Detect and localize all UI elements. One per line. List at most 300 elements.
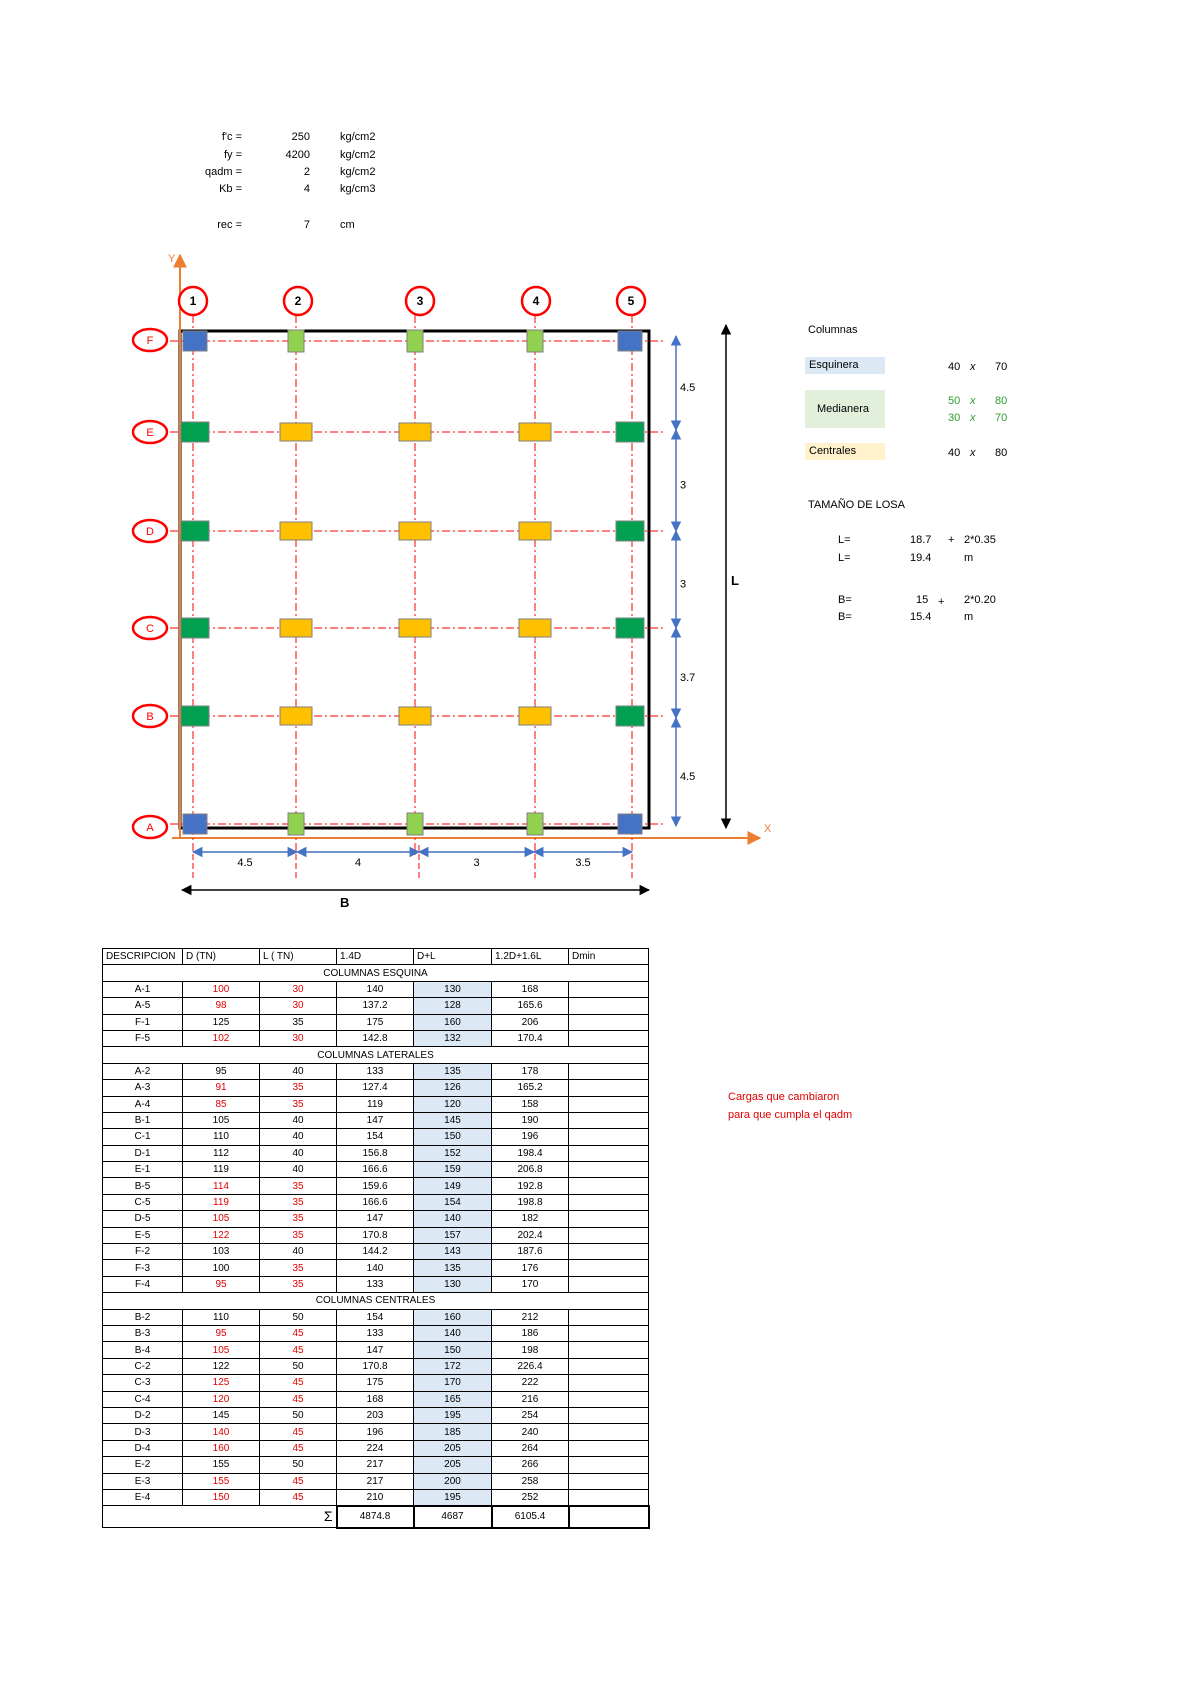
cell-14d: 170.8 <box>337 1227 414 1243</box>
cell-l: 45 <box>260 1424 337 1440</box>
cell-14d: 144.2 <box>337 1244 414 1260</box>
cell-12d16l: 182 <box>492 1211 569 1227</box>
cell-dl: 140 <box>414 1325 492 1341</box>
dim-bottom-label-3: 3.5 <box>575 857 591 869</box>
note-line-2: para que cumpla el qadm <box>728 1109 853 1121</box>
param-rec-unit: cm <box>340 219 355 231</box>
cell-descripcion: A-5 <box>103 998 183 1014</box>
table-row <box>103 1112 649 1128</box>
cell-dl: 185 <box>414 1424 492 1440</box>
cell-dl: 145 <box>414 1112 492 1128</box>
table-row <box>103 1325 649 1341</box>
cell-l: 40 <box>260 1063 337 1079</box>
cell-l: 35 <box>260 1096 337 1112</box>
cell-d: 122 <box>183 1227 260 1243</box>
table-row <box>103 1129 649 1145</box>
table-row <box>103 1178 649 1194</box>
x-axis-label: X <box>764 823 772 835</box>
cell-14d: 156.8 <box>337 1145 414 1161</box>
cell-descripcion: D-2 <box>103 1407 183 1423</box>
cell-l: 35 <box>260 1276 337 1292</box>
cell-dl: 157 <box>414 1227 492 1243</box>
table-row <box>103 1309 649 1325</box>
table-row <box>103 1244 649 1260</box>
cell-descripcion: E-1 <box>103 1162 183 1178</box>
cell-dl: 152 <box>414 1145 492 1161</box>
param-rec-label: rec = <box>217 219 242 231</box>
legend-title: Columnas <box>808 324 858 336</box>
table-row <box>103 1440 649 1456</box>
cell-14d: 203 <box>337 1407 414 1423</box>
cell-dmin <box>569 1112 649 1128</box>
table-row <box>103 1424 649 1440</box>
cell-d: 105 <box>183 1112 260 1128</box>
cell-descripcion: C-4 <box>103 1391 183 1407</box>
section-title: COLUMNAS ESQUINA <box>103 965 649 981</box>
cell-descripcion: B-2 <box>103 1309 183 1325</box>
column-A-5 <box>618 814 642 834</box>
medianera-a1: 50 <box>948 395 961 407</box>
table-header-cell: L ( TN) <box>260 949 337 965</box>
cell-dmin <box>569 1391 649 1407</box>
losa-b1-label: B= <box>838 594 852 606</box>
param-kb-value: 4 <box>303 183 310 195</box>
cell-dmin <box>569 1162 649 1178</box>
column-B-5 <box>616 706 644 726</box>
table-section-row <box>103 1047 649 1063</box>
cell-12d16l: 186 <box>492 1325 569 1341</box>
param-fy-label: fy = <box>223 149 242 161</box>
bubble-col-2-label: 2 <box>294 294 302 308</box>
dim-b-label: B <box>340 895 350 910</box>
sum-12d16l: 6105.4 <box>492 1506 569 1528</box>
cell-l: 40 <box>260 1112 337 1128</box>
cell-d: 110 <box>183 1309 260 1325</box>
losa-title: TAMAÑO DE LOSA <box>808 499 905 511</box>
table-row <box>103 1030 649 1046</box>
cell-14d: 133 <box>337 1063 414 1079</box>
cell-12d16l: 266 <box>492 1457 569 1473</box>
cell-d: 105 <box>183 1342 260 1358</box>
cell-12d16l: 198 <box>492 1342 569 1358</box>
cell-descripcion: F-4 <box>103 1276 183 1292</box>
cell-d: 95 <box>183 1276 260 1292</box>
cell-dl: 195 <box>414 1407 492 1423</box>
cell-14d: 168 <box>337 1391 414 1407</box>
cell-dmin <box>569 1358 649 1374</box>
table-row <box>103 1473 649 1489</box>
cell-l: 50 <box>260 1457 337 1473</box>
cell-d: 145 <box>183 1407 260 1423</box>
cell-descripcion: B-4 <box>103 1342 183 1358</box>
table-row <box>103 1391 649 1407</box>
cell-l: 45 <box>260 1391 337 1407</box>
table-header-row <box>103 949 649 965</box>
cell-l: 35 <box>260 1211 337 1227</box>
table-row <box>103 1375 649 1391</box>
cell-dmin <box>569 1244 649 1260</box>
column-D-1 <box>181 521 209 541</box>
table-row <box>103 1276 649 1292</box>
medianera-b1: 80 <box>995 395 1008 407</box>
cell-dmin <box>569 1129 649 1145</box>
medianera-x2: x <box>970 412 976 424</box>
dim-right-label-2: 3 <box>680 578 687 591</box>
cell-dmin <box>569 1473 649 1489</box>
cell-descripcion: D-3 <box>103 1424 183 1440</box>
medianera-b2: 70 <box>995 412 1008 424</box>
cell-descripcion: A-4 <box>103 1096 183 1112</box>
table-row <box>103 1457 649 1473</box>
losa-b2-label: B= <box>838 611 852 623</box>
table-header-cell: 1.4D <box>337 949 414 965</box>
centrales-b: 80 <box>995 447 1008 459</box>
cell-dl: 130 <box>414 981 492 997</box>
cell-descripcion: B-5 <box>103 1178 183 1194</box>
cell-descripcion: B-1 <box>103 1112 183 1128</box>
cell-d: 105 <box>183 1211 260 1227</box>
legend-centrales: Centrales <box>805 443 885 460</box>
bubble-col-3-label: 3 <box>416 294 424 308</box>
table-row <box>103 1194 649 1210</box>
param-fc-value: 250 <box>291 131 310 143</box>
cell-descripcion: F-3 <box>103 1260 183 1276</box>
column-D-4 <box>519 522 551 540</box>
table-row <box>103 1342 649 1358</box>
cell-dmin <box>569 1145 649 1161</box>
cell-14d: 166.6 <box>337 1194 414 1210</box>
cell-d: 85 <box>183 1096 260 1112</box>
cell-l: 45 <box>260 1325 337 1341</box>
cell-dmin <box>569 981 649 997</box>
cell-dmin <box>569 1260 649 1276</box>
cell-14d: 127.4 <box>337 1080 414 1096</box>
column-B-1 <box>181 706 209 726</box>
sum-symbol: Σ <box>260 1506 337 1528</box>
cell-dmin <box>569 1407 649 1423</box>
loads-table <box>102 948 650 1529</box>
cell-12d16l: 206 <box>492 1014 569 1030</box>
losa-l2-label: L= <box>838 552 851 564</box>
cell-12d16l: 178 <box>492 1063 569 1079</box>
table-row <box>103 981 649 997</box>
cell-d: 119 <box>183 1194 260 1210</box>
losa-l1-label: L= <box>838 534 851 546</box>
column-E-2 <box>280 423 312 441</box>
cell-12d16l: 206.8 <box>492 1162 569 1178</box>
cell-d: 125 <box>183 1014 260 1030</box>
table-row <box>103 1080 649 1096</box>
column-E-1 <box>181 422 209 442</box>
cell-12d16l: 198.4 <box>492 1145 569 1161</box>
losa-l1-value: 18.7 <box>910 534 932 546</box>
cell-dmin <box>569 1178 649 1194</box>
cell-14d: 210 <box>337 1489 414 1506</box>
cell-12d16l: 165.6 <box>492 998 569 1014</box>
cell-dl: 135 <box>414 1063 492 1079</box>
cell-descripcion: C-2 <box>103 1358 183 1374</box>
cell-descripcion: A-1 <box>103 981 183 997</box>
cell-l: 40 <box>260 1162 337 1178</box>
cell-dmin <box>569 1276 649 1292</box>
bubble-col-5-label: 5 <box>627 294 635 308</box>
cell-d: 100 <box>183 981 260 997</box>
dim-l-label: L <box>731 573 739 588</box>
cell-14d: 133 <box>337 1276 414 1292</box>
table-row <box>103 1096 649 1112</box>
cell-dl: 120 <box>414 1096 492 1112</box>
cell-d: 119 <box>183 1162 260 1178</box>
cell-14d: 196 <box>337 1424 414 1440</box>
columns <box>181 330 644 835</box>
cell-l: 45 <box>260 1440 337 1456</box>
table-row <box>103 1145 649 1161</box>
cell-dmin <box>569 1424 649 1440</box>
cell-d: 95 <box>183 1325 260 1341</box>
cell-12d16l: 226.4 <box>492 1358 569 1374</box>
dim-bottom-label-2: 3 <box>473 857 480 869</box>
cell-14d: 140 <box>337 981 414 997</box>
cell-d: 160 <box>183 1440 260 1456</box>
cell-dl: 130 <box>414 1276 492 1292</box>
param-fy-unit: kg/cm2 <box>340 149 376 161</box>
table-row <box>103 1358 649 1374</box>
column-F-4 <box>527 330 543 352</box>
cell-dl: 195 <box>414 1489 492 1506</box>
cell-12d16l: 165.2 <box>492 1080 569 1096</box>
cell-14d: 217 <box>337 1457 414 1473</box>
column-F-3 <box>407 330 423 352</box>
column-E-3 <box>399 423 431 441</box>
column-F-5 <box>618 331 642 351</box>
column-C-1 <box>181 618 209 638</box>
cell-12d16l: 212 <box>492 1309 569 1325</box>
y-axis-label: Y <box>168 253 176 265</box>
cell-14d: 175 <box>337 1014 414 1030</box>
cell-d: 155 <box>183 1473 260 1489</box>
column-E-5 <box>616 422 644 442</box>
cell-l: 35 <box>260 1260 337 1276</box>
bubble-col-1-label: 1 <box>189 294 197 308</box>
cell-dl: 172 <box>414 1358 492 1374</box>
cell-descripcion: D-4 <box>103 1440 183 1456</box>
cell-14d: 142.8 <box>337 1030 414 1046</box>
table-header-cell: DESCRIPCION <box>103 949 183 965</box>
bubble-row-B-label: B <box>146 711 154 723</box>
column-C-4 <box>519 619 551 637</box>
cell-14d: 154 <box>337 1129 414 1145</box>
losa-l2-unit: m <box>964 552 974 564</box>
section-title: COLUMNAS CENTRALES <box>103 1293 649 1309</box>
esquinera-b: 70 <box>995 361 1008 373</box>
cell-dl: 160 <box>414 1014 492 1030</box>
table-sum-row <box>103 1506 649 1528</box>
cell-l: 50 <box>260 1309 337 1325</box>
cell-dl: 126 <box>414 1080 492 1096</box>
cell-d: 100 <box>183 1260 260 1276</box>
bubble-col-4-label: 4 <box>532 294 540 308</box>
cell-dl: 143 <box>414 1244 492 1260</box>
param-fy-value: 4200 <box>285 149 310 161</box>
note-line-1: Cargas que cambiaron <box>728 1091 840 1103</box>
cell-12d16l: 168 <box>492 981 569 997</box>
dim-bottom-label-0: 4.5 <box>237 857 253 869</box>
cell-14d: 147 <box>337 1112 414 1128</box>
param-qadm-unit: kg/cm2 <box>340 166 376 178</box>
cell-dl: 205 <box>414 1440 492 1456</box>
sum-14d: 4874.8 <box>337 1506 414 1528</box>
cell-l: 40 <box>260 1129 337 1145</box>
cell-12d16l: 196 <box>492 1129 569 1145</box>
cell-14d: 119 <box>337 1096 414 1112</box>
cell-dmin <box>569 1489 649 1506</box>
param-qadm-label: qadm = <box>205 166 242 178</box>
cell-d: 150 <box>183 1489 260 1506</box>
table-header-cell: D+L <box>414 949 492 965</box>
cell-l: 45 <box>260 1375 337 1391</box>
cell-dl: 160 <box>414 1309 492 1325</box>
cell-12d16l: 240 <box>492 1424 569 1440</box>
cell-14d: 147 <box>337 1342 414 1358</box>
cell-12d16l: 187.6 <box>492 1244 569 1260</box>
table-row <box>103 1227 649 1243</box>
cell-l: 45 <box>260 1473 337 1489</box>
cell-d: 120 <box>183 1391 260 1407</box>
esquinera-x: x <box>970 361 976 373</box>
cell-dmin <box>569 1342 649 1358</box>
cell-descripcion: F-1 <box>103 1014 183 1030</box>
dim-bottom-label-1: 4 <box>354 857 362 869</box>
cell-dl: 154 <box>414 1194 492 1210</box>
section-title: COLUMNAS LATERALES <box>103 1047 649 1063</box>
column-D-3 <box>399 522 431 540</box>
losa-b1-op: + <box>938 596 945 608</box>
cell-14d: 133 <box>337 1325 414 1341</box>
cell-dmin <box>569 1080 649 1096</box>
param-kb-unit: kg/cm3 <box>340 183 376 195</box>
column-F-2 <box>288 330 304 352</box>
column-A-2 <box>288 813 304 835</box>
cell-12d16l: 198.8 <box>492 1194 569 1210</box>
cell-descripcion: A-2 <box>103 1063 183 1079</box>
cell-l: 40 <box>260 1145 337 1161</box>
cell-14d: 166.6 <box>337 1162 414 1178</box>
cell-12d16l: 202.4 <box>492 1227 569 1243</box>
cell-12d16l: 190 <box>492 1112 569 1128</box>
cell-descripcion: E-2 <box>103 1457 183 1473</box>
grid-bubbles <box>133 287 645 838</box>
cell-l: 50 <box>260 1358 337 1374</box>
cell-14d: 137.2 <box>337 998 414 1014</box>
param-qadm-value: 2 <box>303 166 310 178</box>
cell-dl: 200 <box>414 1473 492 1489</box>
table-row <box>103 1260 649 1276</box>
cell-descripcion: F-2 <box>103 1244 183 1260</box>
table-row <box>103 1489 649 1506</box>
cell-dl: 149 <box>414 1178 492 1194</box>
table-row <box>103 1014 649 1030</box>
sum-dl: 4687 <box>414 1506 492 1528</box>
column-B-2 <box>280 707 312 725</box>
cell-descripcion: E-3 <box>103 1473 183 1489</box>
column-A-4 <box>527 813 543 835</box>
cell-12d16l: 254 <box>492 1407 569 1423</box>
cell-12d16l: 170.4 <box>492 1030 569 1046</box>
cell-dmin <box>569 1096 649 1112</box>
cell-dmin <box>569 1309 649 1325</box>
cell-dmin <box>569 1227 649 1243</box>
column-C-2 <box>280 619 312 637</box>
losa-b1-value: 15 <box>916 594 929 606</box>
bubble-row-E-label: E <box>146 427 154 439</box>
table-row <box>103 1211 649 1227</box>
losa-l2-value: 19.4 <box>910 552 932 564</box>
column-A-3 <box>407 813 423 835</box>
column-C-5 <box>616 618 644 638</box>
param-fc-unit: kg/cm2 <box>340 131 376 143</box>
cell-l: 35 <box>260 1014 337 1030</box>
dim-right-label-1: 3 <box>680 479 687 492</box>
dimensions <box>193 336 695 880</box>
cell-d: 95 <box>183 1063 260 1079</box>
cell-dmin <box>569 998 649 1014</box>
cell-dl: 150 <box>414 1342 492 1358</box>
cell-d: 91 <box>183 1080 260 1096</box>
cell-d: 114 <box>183 1178 260 1194</box>
cell-dl: 170 <box>414 1375 492 1391</box>
dim-right-label-4: 4.5 <box>680 771 696 783</box>
cell-descripcion: A-3 <box>103 1080 183 1096</box>
table-row <box>103 1407 649 1423</box>
column-E-4 <box>519 423 551 441</box>
cell-12d16l: 176 <box>492 1260 569 1276</box>
sum-dmin <box>569 1506 649 1528</box>
cell-l: 50 <box>260 1407 337 1423</box>
column-D-2 <box>280 522 312 540</box>
cell-14d: 159.6 <box>337 1178 414 1194</box>
cell-dl: 159 <box>414 1162 492 1178</box>
bubble-row-D-label: D <box>146 526 154 538</box>
cell-12d16l: 192.8 <box>492 1178 569 1194</box>
column-B-3 <box>399 707 431 725</box>
cell-l: 30 <box>260 998 337 1014</box>
cell-dmin <box>569 1375 649 1391</box>
losa-b2-unit: m <box>964 611 974 623</box>
cell-14d: 224 <box>337 1440 414 1456</box>
cell-dmin <box>569 1325 649 1341</box>
cell-d: 122 <box>183 1358 260 1374</box>
cell-14d: 217 <box>337 1473 414 1489</box>
cell-descripcion: C-5 <box>103 1194 183 1210</box>
column-D-5 <box>616 521 644 541</box>
table-section-row <box>103 965 649 981</box>
cell-dmin <box>569 1440 649 1456</box>
cell-l: 45 <box>260 1342 337 1358</box>
losa-l1-op: + <box>948 534 955 546</box>
cell-12d16l: 216 <box>492 1391 569 1407</box>
table-row <box>103 998 649 1014</box>
column-C-3 <box>399 619 431 637</box>
cell-l: 30 <box>260 1030 337 1046</box>
cell-12d16l: 222 <box>492 1375 569 1391</box>
cell-dmin <box>569 1030 649 1046</box>
bubble-row-F-label: F <box>146 335 154 347</box>
cell-12d16l: 258 <box>492 1473 569 1489</box>
cell-12d16l: 158 <box>492 1096 569 1112</box>
cell-dl: 165 <box>414 1391 492 1407</box>
medianera-x1: x <box>970 395 976 407</box>
legend-medianera: Medianera <box>805 390 885 428</box>
